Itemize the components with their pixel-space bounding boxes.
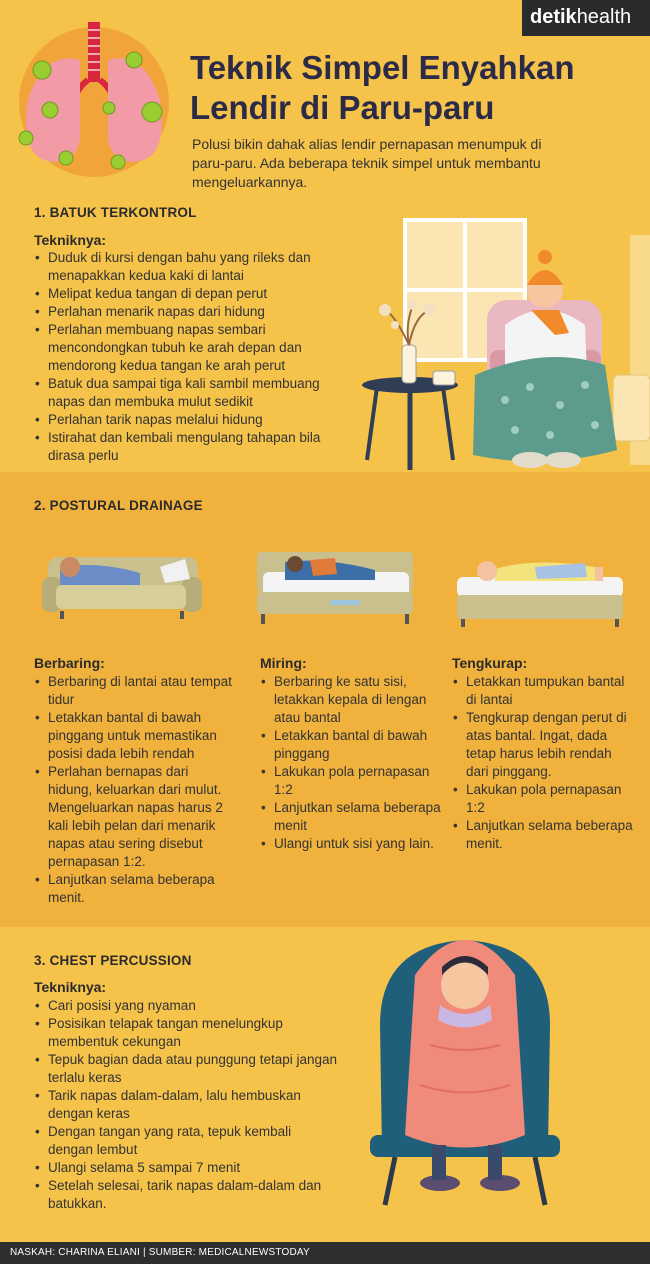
miring-list [260,673,445,853]
list-item: • Berbaring ke satu sisi, letakkan kepala di lengan atau bantal [260,673,445,727]
list-item: • Cari posisi yang nyaman [34,997,339,1015]
list-item: • Perlahan tarik napas melalui hidung [34,411,352,429]
list-item: • Melipat kedua tangan di depan perut [34,285,352,303]
tengkurap-list [452,673,637,853]
list-item: • Perlahan membuang napas sembari mencondongkan tubuh ke arah depan dan mendorong kedua tangan ke arah perut [34,321,352,375]
subheading: Berbaring: [34,655,105,671]
person-in-chair-illustration [360,905,570,1215]
subheading: Tengkurap: [452,655,528,671]
list-item: • Tepuk bagian dada atau punggung tetapi jangan terlalu keras [34,1051,339,1087]
list-item: • Batuk dua sampai tiga kali sambil membuang napas dan membuka mulut sedikit [34,375,352,411]
list-item: • Setelah selesai, tarik napas dalam-dalam dan batukkan. [34,1177,339,1213]
subheading: Tekniknya: [34,979,107,995]
list-item: • Tengkurap dengan perut di atas bantal. Ingat, dada tetap harus lebih rendah dari pinggang. [452,709,637,781]
subheading: Miring: [260,655,307,671]
brand-logo: detikhealth [522,0,650,36]
section-batuk-terkontrol [0,0,650,472]
list-item: • Lakukan pola pernapasan 1:2 [452,781,637,817]
sofa-lying-illustration [40,537,205,622]
footer-credits: NASKAH: CHARINA ELIANI | SUMBER: MEDICALNEWSTODAY [0,1242,650,1264]
subheading: Tekniknya: [34,232,107,248]
steps-list [34,997,339,1213]
bed-prone-illustration [455,547,625,627]
list-item: • Istirahat dan kembali mengulang tahapan bila dirasa perlu [34,429,352,465]
coughing-person-illustration [355,215,650,472]
section-heading: 2. POSTURAL DRAINAGE [34,498,203,513]
list-item: • Berbaring di lantai atau tempat tidur [34,673,234,709]
list-item: • Posisikan telapak tangan menelungkup membentuk cekungan [34,1015,339,1051]
list-item: • Lanjutkan selama beberapa menit. [452,817,637,853]
section-chest-percussion [0,927,650,1242]
section-postural-drainage [0,472,650,927]
list-item: • Duduk di kursi dengan bahu yang rileks dan menapakkan kedua kaki di lantai [34,249,352,285]
list-item: • Lanjutkan selama beberapa menit. [34,871,234,907]
list-item: • Perlahan menarik napas dari hidung [34,303,352,321]
list-item: • Dengan tangan yang rata, tepuk kembali dengan lembut [34,1123,339,1159]
intro-text: Polusi bikin dahak alias lendir pernapasan menumpuk di paru-paru. Ada beberapa teknik simpel untuk membantu mengeluarkannya. [192,136,542,190]
list-item: • Perlahan bernapas dari hidung, keluarkan dari mulut. Mengeluarkan napas harus 2 kali lebih pelan dari menarik napas atau sering disebut pernapasan 1:2. [34,763,234,871]
list-item: • Tarik napas dalam-dalam, lalu hembuskan dengan keras [34,1087,339,1123]
bed-side-lying-illustration [255,542,415,627]
page-title: Teknik Simpel Enyahkan Lendir di Paru-paru [190,49,575,126]
list-item: • Lakukan pola pernapasan 1:2 [260,763,445,799]
list-item: • Ulangi selama 5 sampai 7 menit [34,1159,339,1177]
list-item: • Letakkan tumpukan bantal di lantai [452,673,637,709]
list-item: • Letakkan bantal di bawah pinggang [260,727,445,763]
list-item: • Letakkan bantal di bawah pinggang untuk memastikan posisi dada lebih rendah [34,709,234,763]
list-item: • Lanjutkan selama beberapa menit [260,799,445,835]
steps-list [34,249,352,465]
berbaring-list [34,673,234,907]
section-heading: 1. BATUK TERKONTROL [34,205,197,220]
list-item: • Ulangi untuk sisi yang lain. [260,835,445,853]
section-heading: 3. CHEST PERCUSSION [34,953,192,968]
lungs-illustration [14,20,179,180]
